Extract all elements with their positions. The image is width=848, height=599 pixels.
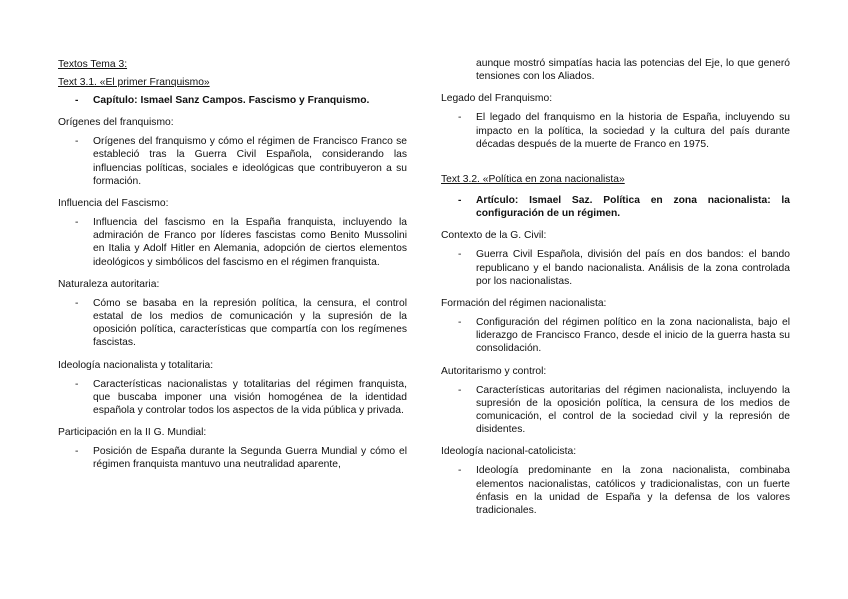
section-heading: Ideología nacionalista y totalitaria: [58,359,214,371]
section-body: - Ideología predominante en la zona nacionalista, combinaba elementos nacionalistas, católicos y tradicionalistas, con un fuerte énfasis en la unidad de España y la defensa de los valores tradicionales. [458,465,790,517]
section-heading: Autoritarismo y control: [441,365,547,377]
article-line: - Artículo: Ismael Saz. Política en zona nacionalista: la configuración de un régimen. [458,195,790,220]
left-column [58,58,407,472]
section-heading: Orígenes del franquismo: [58,117,174,129]
continuation-text: aunque mostró simpatías hacia las potencias del Eje, lo que generó tensiones con los Aliados. [476,58,790,83]
section-body: - Posición de España durante la Segunda Guerra Mundial y cómo el régimen franquista mantuvo una neutralidad aparente, [75,446,407,471]
section-heading: Formación del régimen nacionalista: [441,298,607,310]
right-column [441,57,790,517]
section-heading: Influencia del Fascismo: [58,198,169,210]
section-body: - Cómo se basaba en la represión política, la censura, el control estatal de los medios de comunicación y la supresión de la oposición política, características que compartía con los regímenes fascistas. [75,297,407,349]
text-3-1-title: Text 3.1. «El primer Franquismo» [58,77,210,88]
themes-heading: Textos Tema 3: [58,59,128,70]
section-body: - Influencia del fascismo en la España franquista, incluyendo la admiración de Franco por líderes fascistas como Benito Mussolini en Italia y Adolf Hitler en Alemania, adopción de ciertos elementos ideológicos y simbólicos del fascismo en el régimen franquista. [75,217,407,268]
section-body: - El legado del franquismo en la historia de España, incluyendo su impacto en la política, la sociedad y la cultura del país durante décadas después de la muerte de Franco en 1975. [458,112,790,150]
section-body: - Configuración del régimen político en la zona nacionalista, bajo el liderazgo de Francisco Franco, desde el inicio de la guerra hasta su consolidación. [458,317,790,355]
section-heading: Naturaleza autoritaria: [58,278,160,290]
section-heading: Contexto de la G. Civil: [441,230,547,242]
section-body: - Características autoritarias del régimen nacionalista, incluyendo la supresión de la oposición política, la censura de los medios de comunicación, el control de la sociedad civil y la represión de disidentes. [458,384,790,436]
section-body: - Guerra Civil Española, división del país en dos bandos: el bando republicano y el bando nacionalista. Análisis de la zona controlada por los nacionalistas. [458,249,790,287]
text-3-2-title: Text 3.2. «Política en zona nacionalista» [441,174,625,186]
section-heading: Legado del Franquismo: [441,93,553,105]
section-body: - Orígenes del franquismo y cómo el régimen de Francisco Franco se estableció tras la Guerra Civil Española, considerando las influencias políticas, sociales e ideológicas que contribuyeron a su formación. [75,136,407,187]
chapter-line: - Capítulo: Ismael Sanz Campos. Fascismo y Franquismo. [75,95,370,106]
section-body: - Características nacionalistas y totalitarias del régimen franquista, que buscaba imponer una visión homogénea de la identidad española y controlar todos los aspectos de la vida pública y privada. [75,378,407,417]
section-heading: Participación en la II G. Mundial: [58,427,207,439]
section-heading: Ideología nacional-catolicista: [441,446,577,458]
